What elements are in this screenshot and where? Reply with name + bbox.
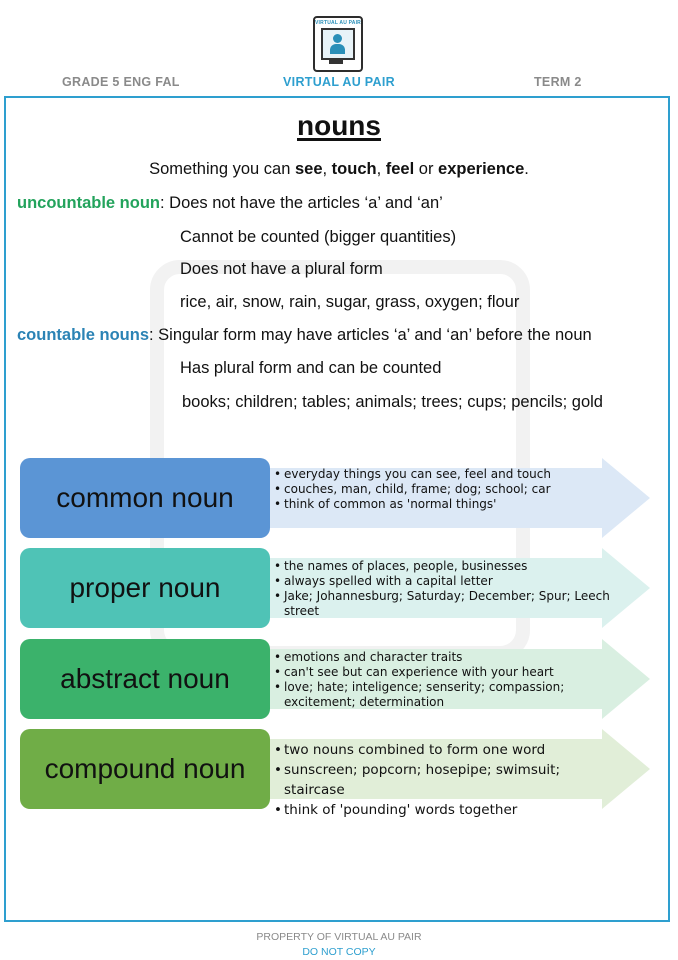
logo-base	[329, 60, 343, 64]
intro-sep: ,	[376, 160, 386, 178]
bullet-item: • love; hate; inteligence; senserity; compassion; excitement; determination	[274, 680, 614, 710]
bullet-item: • think of 'pounding' words together	[274, 800, 614, 820]
bullet-item: • sunscreen; popcorn; hosepipe; swimsuit; staircase	[274, 760, 614, 800]
uncountable-line: Cannot be counted (bigger quantities)	[180, 228, 457, 246]
uncountable-examples: rice, air, snow, rain, sugar, grass, oxygen; flour	[180, 293, 520, 311]
intro-word-feel: feel	[385, 160, 415, 178]
logo-person-body	[330, 44, 345, 54]
countable-first-line	[17, 326, 592, 345]
uncountable-first-line	[17, 194, 443, 213]
noun-type-label: abstract noun	[20, 639, 270, 719]
bullet-item: • the names of places, people, businesses	[274, 559, 614, 574]
bullet-item: • can't see but can experience with your heart	[274, 665, 614, 680]
logo-person-head	[333, 34, 342, 43]
countable-label: countable nouns	[17, 326, 149, 344]
logo-text: VIRTUAL AU PAIR	[315, 20, 361, 26]
uncountable-line: Does not have a plural form	[180, 260, 383, 278]
bullet-item: • everyday things you can see, feel and touch	[274, 467, 614, 482]
intro-sep: ,	[322, 160, 332, 178]
page-title-text: nouns	[297, 110, 381, 141]
intro-sep: or	[414, 160, 439, 178]
countable-line: : Singular form may have articles ‘a’ and ‘an’ before the noun	[149, 326, 592, 344]
bullet-item: • Jake; Johannesburg; Saturday; December; Spur; Leech street	[274, 589, 614, 619]
intro-sep: .	[524, 160, 529, 178]
bullet-item: • think of common as 'normal things'	[274, 497, 614, 512]
footer-property: PROPERTY OF VIRTUAL AU PAIR	[256, 931, 422, 943]
header-term: TERM 2	[534, 75, 582, 89]
intro-definition	[0, 160, 678, 179]
noun-type-label: proper noun	[20, 548, 270, 628]
bullet-item: • two nouns combined to form one word	[274, 740, 614, 760]
header-brand: VIRTUAL AU PAIR	[283, 75, 395, 89]
intro-text: Something you can	[149, 160, 295, 178]
uncountable-label: uncountable noun	[17, 194, 160, 212]
logo-screen-icon	[321, 28, 355, 60]
bullet-item: • couches, man, child, frame; dog; school; car	[274, 482, 614, 497]
countable-line: Has plural form and can be counted	[180, 359, 442, 377]
noun-type-bullets	[274, 467, 614, 512]
noun-type-bullets	[274, 740, 614, 820]
noun-type-label: compound noun	[20, 729, 270, 809]
header-grade: GRADE 5 ENG FAL	[62, 75, 180, 89]
bullet-item: • always spelled with a capital letter	[274, 574, 614, 589]
footer-do-not-copy: DO NOT COPY	[302, 946, 376, 958]
noun-type-label: common noun	[20, 458, 270, 538]
bullet-item: • emotions and character traits	[274, 650, 614, 665]
noun-type-bullets	[274, 559, 614, 619]
noun-type-bullets	[274, 650, 614, 710]
countable-examples: books; children; tables; animals; trees; cups; pencils; gold	[182, 393, 603, 411]
logo	[313, 16, 363, 72]
intro-word-touch: touch	[331, 160, 377, 178]
intro-word-see: see	[294, 160, 323, 178]
intro-word-experience: experience	[438, 160, 525, 178]
uncountable-line: : Does not have the articles ‘a’ and ‘an’	[159, 194, 443, 212]
page-title	[0, 110, 678, 142]
